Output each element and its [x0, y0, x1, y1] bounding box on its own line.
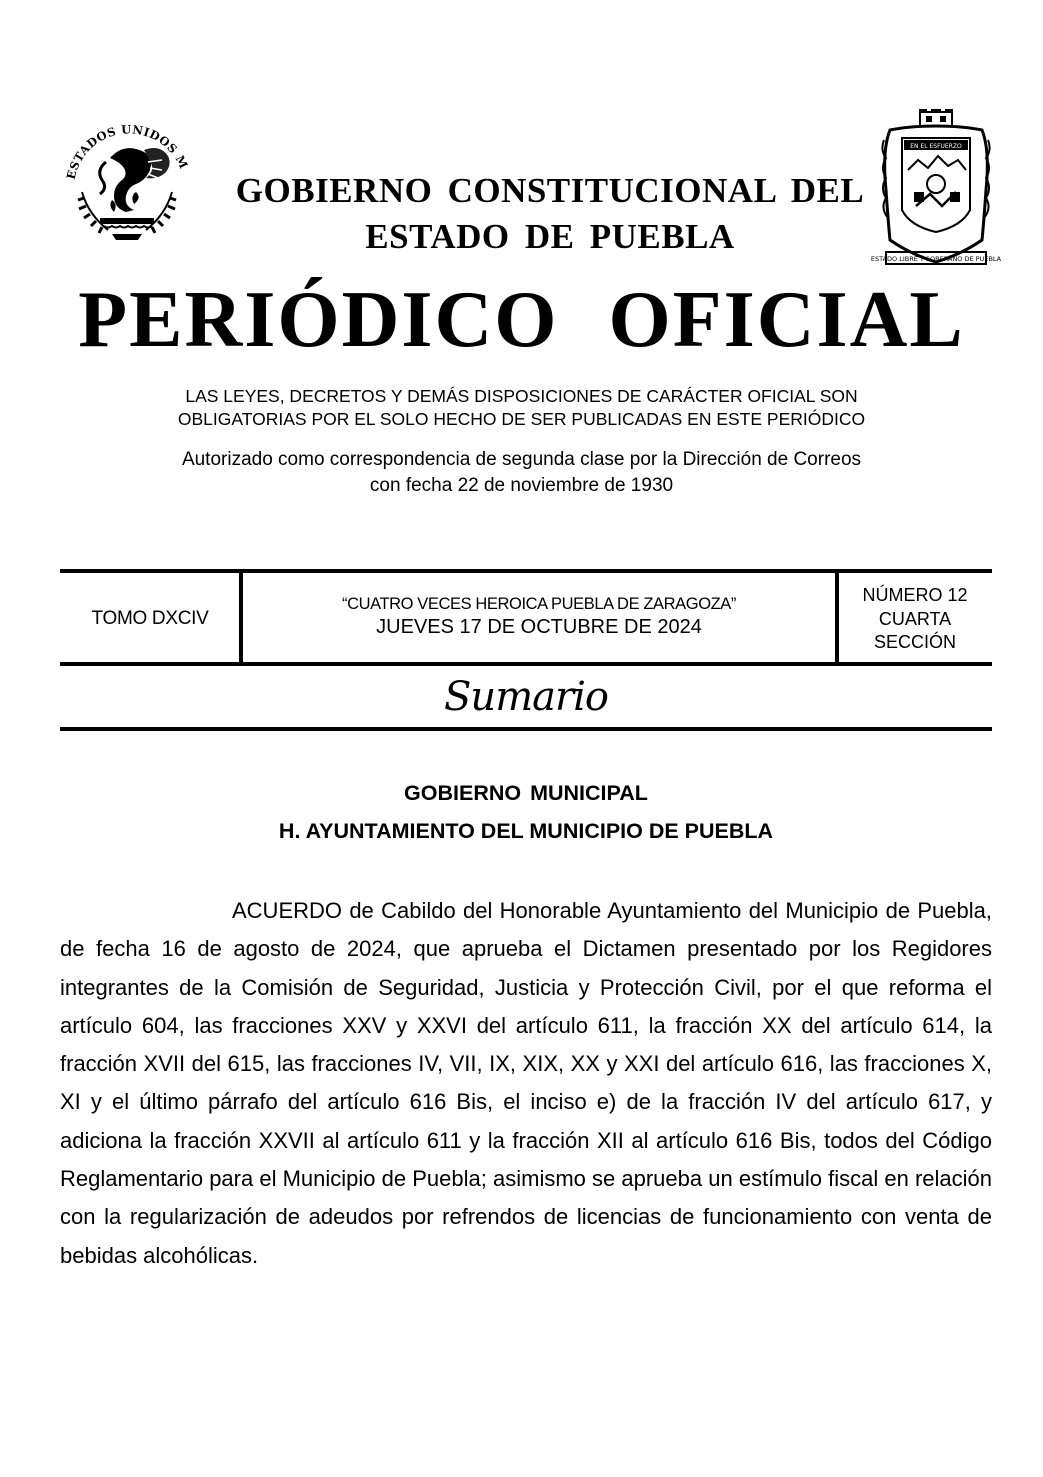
- issue-number: [840, 584, 990, 655]
- national-coat-of-arms: [52, 106, 202, 256]
- section-heading-government: GOBIERNO MUNICIPAL: [404, 781, 648, 805]
- city-motto: “CUATRO VECES HEROICA PUEBLA DE ZARAGOZA”: [341, 595, 737, 613]
- summary-title: Sumario: [444, 674, 608, 720]
- authorization-line1: Autorizado como correspondencia de segunda clase por la Dirección de Correos: [181, 449, 862, 470]
- legal-notice-line2: OBLIGATORIAS POR EL SOLO HECHO DE SER PUBLICADAS EN ESTE PERIÓDICO: [177, 409, 866, 429]
- summary-bottom-rule: [60, 727, 992, 731]
- issue-bar-divider-left: [239, 571, 243, 664]
- issue-bar-top-rule: [60, 569, 992, 573]
- agreement-summary-paragraph: ACUERDO de Cabildo del Honorable Ayuntamiento del Municipio de Puebla, de fecha 16 de agosto de 2024, que aprueba el Dictamen presentado por los Regidores integrantes de la Comisión de Seguridad, Justicia y Protección Civil, por el que reforma el artículo 604, las fracciones XXV y XXVI del artículo 611, la fracción XX del artículo 614, la fracción XVII del 615, las fracciones IV, VII, IX, XIX, XX y XXI del artículo 616, las fracciones X, XI y el último párrafo del artículo 616 Bis, el inciso e) de la fracción IV del artículo 617, y adiciona la fracción XXVII al artículo 611 y la fracción XII al artículo 616 Bis, todos del Código Reglamentario para el Municipio de Puebla; asimismo se aprueba un estímulo fiscal en relación con la regularización de adeudos por refrendos de licencias de funcionamiento con venta de bebidas alcohólicas.: [60, 898, 992, 1268]
- issue-number-line1: NÚMERO 12: [862, 585, 968, 605]
- volume-label: TOMO DXCIV: [91, 608, 209, 629]
- government-title-line1: GOBIERNO CONSTITUCIONAL DEL: [235, 171, 865, 210]
- authorization-line2: con fecha 22 de noviembre de 1930: [369, 475, 674, 496]
- issue-number-line3: SECCIÓN: [873, 632, 956, 652]
- issue-date: JUEVES 17 DE OCTUBRE DE 2024: [376, 616, 702, 638]
- legal-notice-line1: LAS LEYES, DECRETOS Y DEMÁS DISPOSICIONES DE CARÁCTER OFICIAL SON: [185, 386, 858, 406]
- svg-text:ESTADO LIBRE Y SOBERANO DE PUE: ESTADO LIBRE Y SOBERANO DE PUEBLA: [870, 255, 1002, 263]
- issue-number-line2: CUARTA: [878, 608, 952, 629]
- svg-text:EN EL ESFUERZO: EN EL ESFUERZO: [910, 143, 962, 150]
- issue-bar-bottom-rule: [60, 662, 992, 666]
- publication-title: PERIÓDICO OFICIAL: [78, 276, 965, 364]
- svg-text:ESTADOS UNIDOS MEXICANOS: ESTADOS UNIDOS M: [63, 122, 191, 181]
- government-title-line2: ESTADO DE PUEBLA: [365, 217, 735, 256]
- issue-bar-divider-right: [835, 571, 839, 664]
- section-heading-ayuntamiento: H. AYUNTAMIENTO DEL MUNICIPIO DE PUEBLA: [278, 819, 774, 843]
